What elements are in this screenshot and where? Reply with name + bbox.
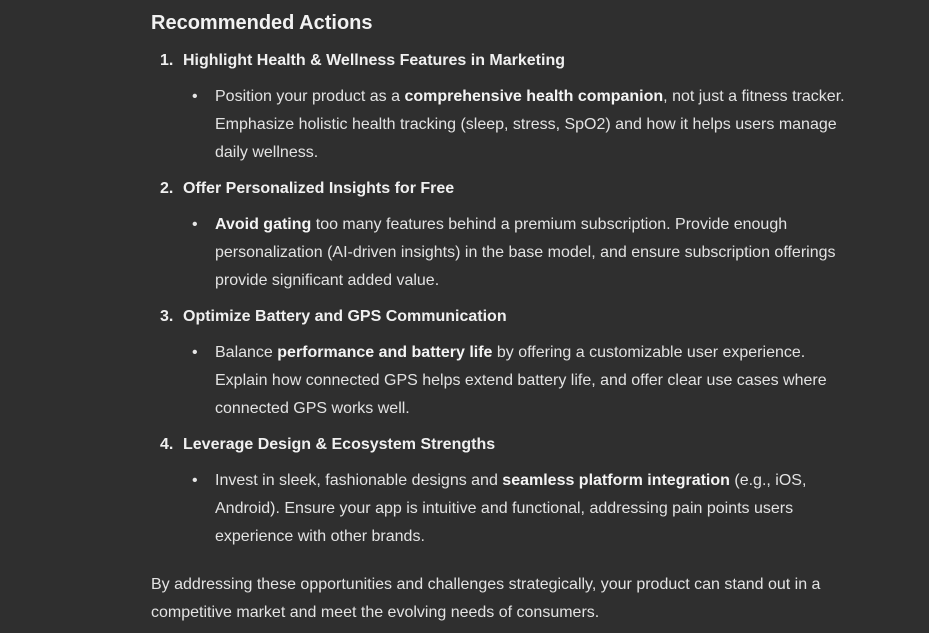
text-run: Balance bbox=[215, 344, 278, 361]
detail-line bbox=[215, 83, 865, 111]
detail-line: Android). Ensure your app is intuitive and functional, addressing pain points users bbox=[215, 500, 794, 517]
detail-line: Emphasize holistic health tracking (sleep, stress, SpO2) and how it helps users manage bbox=[215, 116, 837, 133]
detail-line: experience with other brands. bbox=[215, 528, 425, 545]
detail-line bbox=[215, 467, 865, 495]
detail-line: provide significant added value. bbox=[215, 272, 440, 289]
action-detail bbox=[215, 467, 865, 551]
detail-line bbox=[215, 339, 865, 367]
action-number: 1. bbox=[160, 52, 174, 69]
action-detail bbox=[215, 83, 865, 167]
action-title-text: Highlight Health & Wellness Features in Marketing bbox=[183, 52, 565, 69]
action-number: 2. bbox=[160, 180, 174, 197]
action-title bbox=[160, 305, 507, 329]
bullet-marker: • bbox=[192, 88, 198, 105]
action-title-text: Leverage Design & Ecosystem Strengths bbox=[183, 436, 496, 453]
detail-line: personalization (AI-driven insights) in the base model, and ensure subscription offerings bbox=[215, 244, 836, 261]
bold-run: performance and battery life bbox=[277, 344, 493, 361]
text-run: (e.g., iOS, bbox=[729, 472, 807, 489]
action-title bbox=[160, 49, 565, 73]
text-run: Position your product as a bbox=[215, 88, 405, 105]
action-number: 4. bbox=[160, 436, 174, 453]
bold-run: seamless platform integration bbox=[502, 472, 730, 489]
bullet-marker: • bbox=[192, 344, 198, 361]
text-run: , not just a fitness tracker. bbox=[663, 88, 845, 105]
action-number: 3. bbox=[160, 308, 174, 325]
detail-line: Explain how connected GPS helps extend battery life, and offer clear use cases where bbox=[215, 372, 827, 389]
closing-paragraph bbox=[151, 571, 871, 627]
action-title-text: Offer Personalized Insights for Free bbox=[183, 180, 455, 197]
text-run: Invest in sleek, fashionable designs and bbox=[215, 472, 503, 489]
bullet-marker: • bbox=[192, 472, 198, 489]
closing-line: competitive market and meet the evolving needs of consumers. bbox=[151, 604, 600, 621]
bullet-marker: • bbox=[192, 216, 198, 233]
action-title bbox=[160, 177, 454, 201]
action-title bbox=[160, 433, 495, 457]
action-title-text: Optimize Battery and GPS Communication bbox=[183, 308, 507, 325]
action-detail bbox=[215, 339, 865, 423]
detail-line: connected GPS works well. bbox=[215, 400, 410, 417]
detail-line bbox=[215, 211, 865, 239]
bold-run: Avoid gating bbox=[215, 216, 312, 233]
closing-line: By addressing these opportunities and challenges strategically, your product can stand out in a bbox=[151, 576, 821, 593]
detail-line: daily wellness. bbox=[215, 144, 319, 161]
text-run: by offering a customizable user experience. bbox=[492, 344, 806, 361]
bold-run: comprehensive health companion bbox=[404, 88, 664, 105]
section-heading: Recommended Actions bbox=[151, 12, 373, 34]
text-run: too many features behind a premium subscription. Provide enough bbox=[311, 216, 788, 233]
action-detail bbox=[215, 211, 865, 295]
